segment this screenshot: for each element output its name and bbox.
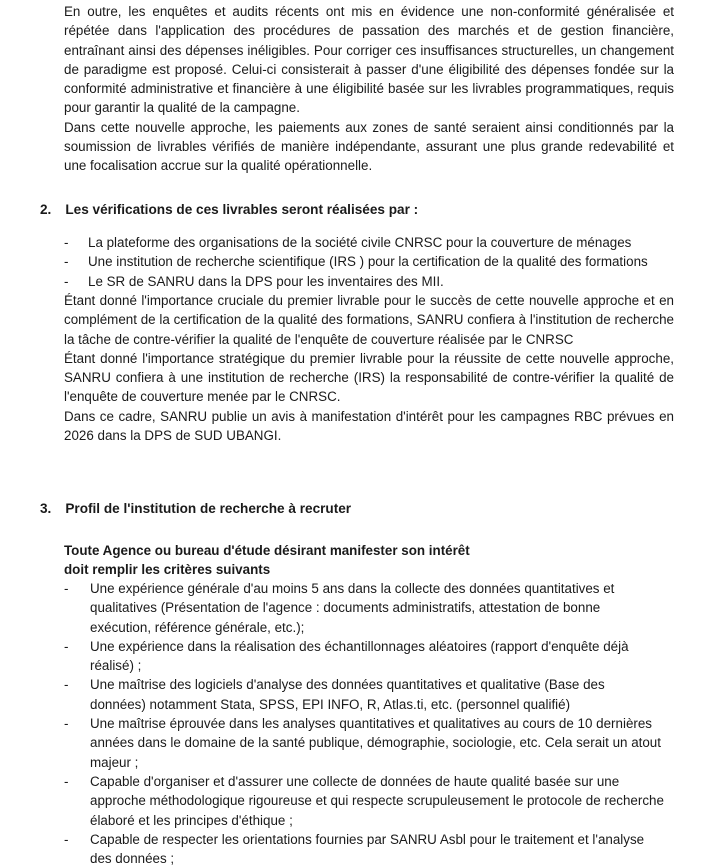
dash-bullet-icon: - — [64, 831, 69, 847]
section-2-body — [64, 291, 674, 445]
intro-paragraph-1: En outre, les enquêtes et audits récents ont mis en évidence une non-conformité généralisée et répétée dans l'application des procédures de passation des marchés et de gestion financière, entraînant ainsi des dépenses inéligibles. Pour corriger ces insuffisances structurelles, un changement de paradigme est proposé. Celui-ci consisterait à passer d'une éligibilité des dépenses fondée sur la conformité administrative et financière à une éligibilité basée sur les livrables programmatiques, requis pour garantir la qualité de la campagne. — [64, 4, 674, 116]
section-2-paragraph-3: Dans ce cadre, SANRU publie un avis à manifestation d'intérêt pour les campagnes RBC prévues en 2026 dans la DPS de SUD UBANGI. — [64, 408, 674, 444]
list-item: - Une institution de recherche scientifique (IRS ) pour la certification de la qualité des formations — [64, 252, 674, 271]
intro-paragraph-2: Dans cette nouvelle approche, les paiements aux zones de santé seraient ainsi conditionnés par la soumission de livrables vérifiés de manière indépendante, assurant une plus grande redevabilité et une focalisation accrue sur la qualité opérationnelle. — [64, 119, 674, 174]
list-item: - Capable d'organiser et d'assurer une collecte de données de haute qualité basée sur une approche méthodologique rigoureuse et qui respecte scrupuleusement le protocole de recherche élaboré et les principes d'éthique ; — [64, 772, 664, 830]
list-item: - La plateforme des organisations de la société civile CNRSC pour la couverture de ménages — [64, 233, 674, 252]
section-2-paragraph-1: Étant donné l'importance cruciale du premier livrable pour le succès de cette nouvelle approche et en complément de la certification de la qualité des formations, SANRU confiera à l'institution de recherche la tâche de contre-vérifier la qualité de l'enquête de couverture réalisée par le CNRSC — [64, 293, 674, 347]
section-2-heading — [40, 200, 418, 219]
section-2-paragraph-2: Étant donné l'importance stratégique du premier livrable pour la réussite de cette nouvelle approche, SANRU confiera à une institution de recherche (IRS) la responsabilité de contre-vérifier la qualité de l'enquête de couverture menée par le CNRSC. — [64, 350, 674, 405]
dash-bullet-icon: - — [64, 773, 69, 789]
list-item: - Une expérience générale d'au moins 5 ans dans la collecte des données quantitatives et qualitatives (Présentation de l'agence : documents administratifs, attestation de bonne exécution, référence générale, etc.); — [64, 579, 664, 637]
criteria-list — [64, 579, 664, 868]
list-item: - Capable de respecter les orientations fournies par SANRU Asbl pour le traitement et l'analyse des données ; — [64, 830, 664, 868]
section-2-title: Les vérifications de ces livrables seront réalisées par : — [65, 202, 419, 217]
dash-bullet-icon: - — [64, 254, 69, 270]
list-item: - Le SR de SANRU dans la DPS pour les inventaires des MII. — [64, 272, 674, 291]
verifier-list — [64, 233, 674, 291]
list-item: - Une maîtrise éprouvée dans les analyses quantitatives et qualitatives au cours de 10 dernières années dans le domaine de la santé publique, démographie, sociologie, etc. Cela serait un atout majeur ; — [64, 714, 664, 772]
intro-block — [64, 2, 674, 176]
section-3-number: 3. — [40, 501, 52, 516]
section-3-heading — [40, 499, 351, 518]
list-item: - Une maîtrise des logiciels d'analyse des données quantitatives et qualitative (Base des données) notamment Stata, SPSS, EPI INFO, R, Atlas.ti, etc. (personnel qualifié) — [64, 675, 664, 714]
section-3-title: Profil de l'institution de recherche à recruter — [65, 501, 352, 516]
dash-bullet-icon: - — [64, 581, 69, 596]
section-2-number: 2. — [40, 202, 52, 217]
list-item: - Une expérience dans la réalisation des échantillonnages aléatoires (rapport d'enquête déjà réalisé) ; — [64, 637, 664, 676]
criteria-intro: Toute Agence ou bureau d'étude désirant manifester son intérêt doit remplir les critères suivants — [64, 543, 470, 578]
dash-bullet-icon: - — [64, 677, 69, 693]
dash-bullet-icon: - — [64, 235, 69, 250]
dash-bullet-icon: - — [64, 716, 69, 732]
dash-bullet-icon: - — [64, 273, 69, 289]
dash-bullet-icon: - — [64, 638, 69, 654]
